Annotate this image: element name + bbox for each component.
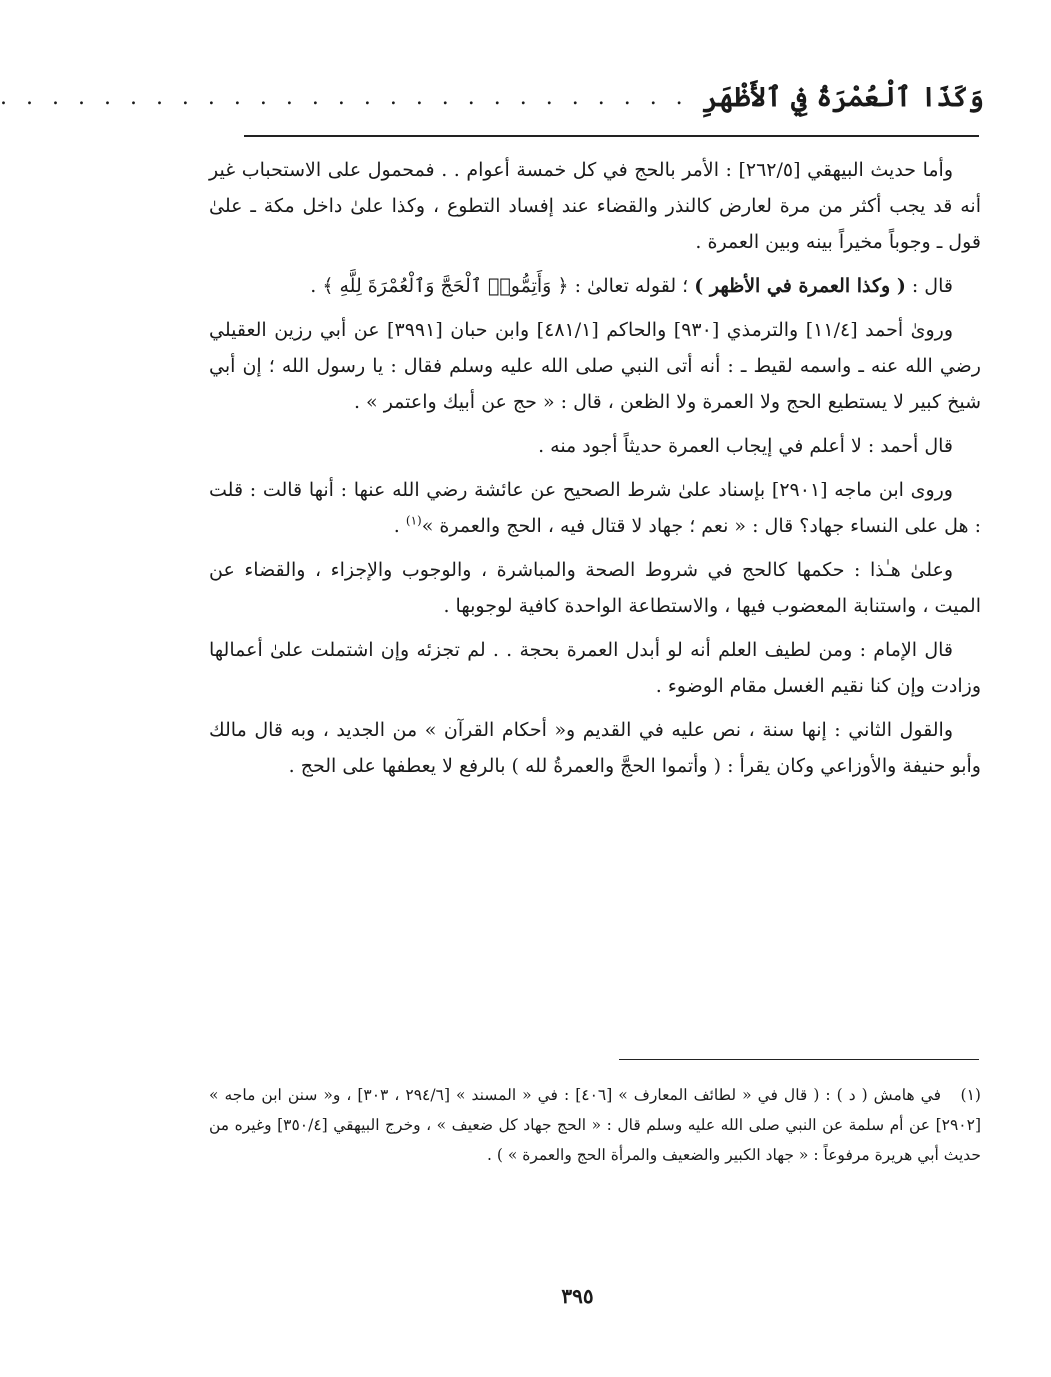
body-text xyxy=(209,152,981,792)
paragraph-5-end: . xyxy=(393,515,406,537)
paragraph-3: وروىٰ أحمد [١١/٤] والترمذي [٩٣٠] والحاكم [٤٨١/١] وابن حبان [٣٩٩١] عن أبي رزين العقيلي رضي الله عنه ـ واسمه لقيط ـ : أنه أتى النبي صلى الله عليه وسلم فقال : يا رسول الله ؛ إن أبي شيخ كبير لا يستطيع الحج ولا العمرة ولا الظعن ، قال : « حج عن أبيك واعتمر » . xyxy=(209,319,981,413)
paragraph-6: وعلىٰ هـٰذا : حكمها كالحج في شروط الصحة والمباشرة ، والوجوب والإجزاء ، والقضاء عن الميت ، واستنابة المعضوب فيها ، والاستطاعة الواحدة كافية لوجوبها . xyxy=(209,559,981,617)
footnote-rule xyxy=(619,1059,979,1060)
paragraph-2 xyxy=(209,268,981,304)
running-head-title: وَكَذَا ٱلْعُمْرَةُ فِي ٱلأَظْهَرِ xyxy=(702,81,984,113)
footnote-text: في هامش ( د ) : ( قال في « لطائف المعارف » [٤٠٦] : في « المسند » [٢٩٤/٦ ، ٣٠٣] ، و« سنن ابن ماجه » [٢٩٠٢] عن أم سلمة عن النبي صلى الله عليه وسلم قال : « الحج جهاد كل ضعيف » ، وخرج البيهقي [٣٥٠/٤] وغيره من حديث أبي هريرة مرفوعاً : « جهاد الكبير والضعيف والمرأة الحج والعمرة » ) . xyxy=(209,1086,981,1164)
paragraph-8: والقول الثاني : إنها سنة ، نص عليه في القديم و« أحكام القرآن » من الجديد ، وبه قال مالك وأبو حنيفة والأوزاعي وكان يقرأ : ( وأتموا الحجَّ والعمرةُ لله ) بالرفع لا يعطفها على الحج . xyxy=(209,719,981,777)
header-rule xyxy=(244,135,979,137)
paragraph-4: قال أحمد : لا أعلم في إيجاب العمرة حديثاً أجود منه . xyxy=(538,435,953,457)
footnotes xyxy=(209,1080,981,1170)
paragraph-1: وأما حديث البيهقي [٢٦٢/٥] : الأمر بالحج في كل خمسة أعوام . . فمحمول على الاستحباب غير أنه قد يجب أكثر من مرة لعارض كالنذر والقضاء عند إفساد التطوع ، وكذا علىٰ داخل مكة ـ علىٰ قول ـ وجوباً مخيراً بينه وبين العمرة . xyxy=(209,159,981,253)
paragraph-5-text: وروى ابن ماجه [٢٩٠١] بإسناد علىٰ شرط الصحيح عن عائشة رضي الله عنها : أنها قالت : قلت : هل على النساء جهاد؟ قال : « نعم ؛ جهاد لا قتال فيه ، الحج والعمرة » xyxy=(209,479,981,537)
footnote-1 xyxy=(209,1080,981,1170)
running-head xyxy=(0,72,984,122)
paragraph-2-prefix: قال : xyxy=(905,275,953,297)
paragraph-2-rest: ؛ لقوله تعالىٰ : ﴿ وَأَتِمُّوا۟ ٱلْحَجَّ وَٱلْعُمْرَةَ لِلَّهِ ﴾ . xyxy=(310,275,695,297)
page-number: ٣٩٥ xyxy=(561,1284,594,1308)
paragraph-7: قال الإمام : ومن لطيف العلم أنه لو أبدل العمرة بحجة . . لم تجزئه وإن اشتملت علىٰ أعمالها وزادت وإن كنا نقيم الغسل مقام الوضوء . xyxy=(209,639,981,697)
footnote-number: (١) xyxy=(960,1086,981,1104)
running-head-leader: . . . . . . . . . . . . . . . . . . . . . . . . . . . xyxy=(0,84,689,110)
matn-text: ( وكذا العمرة في الأظهر ) xyxy=(694,275,906,297)
paragraph-5 xyxy=(209,472,981,544)
footnote-marker[interactable]: (١) xyxy=(405,513,422,528)
